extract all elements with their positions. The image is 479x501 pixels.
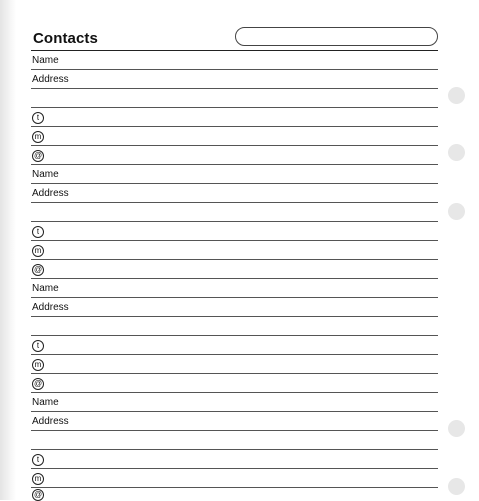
binder-hole [448,478,465,495]
phone-line[interactable] [31,222,438,241]
name-line[interactable] [31,51,438,70]
address-line-2[interactable] [31,317,438,336]
email-icon: @ [33,490,43,499]
mobile-icon: m [32,473,44,485]
phone-line[interactable] [31,108,438,127]
phone-icon: t [32,226,44,238]
name-label: Name [32,169,59,180]
binder-hole [448,144,465,161]
phone-icon: t [32,454,44,466]
name-line[interactable] [31,393,438,412]
address-label: Address [32,74,69,85]
name-label: Name [32,283,59,294]
binder-hole [448,87,465,104]
name-line[interactable] [31,279,438,298]
title-field[interactable] [235,27,438,46]
address-line[interactable] [31,70,438,89]
email-icon: @ [33,265,43,274]
phone-line[interactable] [31,450,438,469]
address-line[interactable] [31,298,438,317]
email-icon: @ [33,151,43,160]
address-line-2[interactable] [31,203,438,222]
email-icon: @ [33,379,43,388]
mobile-icon: m [32,359,44,371]
mobile-line[interactable] [31,355,438,374]
name-label: Name [32,397,59,408]
mobile-line[interactable] [31,127,438,146]
address-label: Address [32,188,69,199]
address-label: Address [32,302,69,313]
address-label: Address [32,416,69,427]
page-edge-shadow [0,0,16,500]
phone-line[interactable] [31,336,438,355]
name-line[interactable] [31,165,438,184]
email-line[interactable] [31,488,438,500]
page-title: Contacts [33,30,98,47]
email-line[interactable] [31,146,438,165]
email-line[interactable] [31,260,438,279]
phone-icon: t [32,112,44,124]
phone-icon: t [32,340,44,352]
email-line[interactable] [31,374,438,393]
address-line[interactable] [31,412,438,431]
address-line-2[interactable] [31,89,438,108]
address-line-2[interactable] [31,431,438,450]
mobile-line[interactable] [31,469,438,488]
mobile-icon: m [32,245,44,257]
binder-hole [448,203,465,220]
name-label: Name [32,55,59,66]
binder-hole [448,420,465,437]
mobile-line[interactable] [31,241,438,260]
address-line[interactable] [31,184,438,203]
mobile-icon: m [32,131,44,143]
